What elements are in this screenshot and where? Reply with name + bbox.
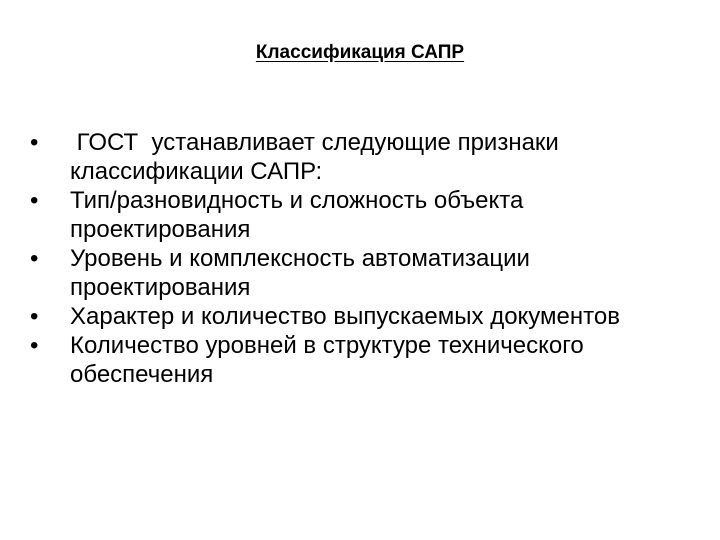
bullet-text: Характер и количество выпускаемых документов — [70, 303, 620, 330]
bullet-item-documents — [28, 302, 698, 331]
bullet-item-automation-level — [28, 244, 698, 302]
bullet-list — [28, 128, 698, 389]
bullet-item-object-type — [28, 186, 698, 244]
bullet-icon: • — [30, 245, 39, 272]
bullet-text: Количество уровней в структуре технического обеспечения — [70, 332, 584, 388]
bullet-icon: • — [30, 129, 39, 156]
bullet-text: Тип/разновидность и сложность объекта проектирования — [70, 187, 524, 243]
bullet-item-gost — [28, 128, 698, 186]
bullet-text: Уровень и комплексность автоматизации проектирования — [70, 245, 530, 301]
bullet-icon: • — [30, 332, 39, 359]
slide-title: Классификация САПР — [255, 42, 465, 63]
bullet-icon: • — [30, 303, 39, 330]
bullet-item-tech-support-levels — [28, 331, 698, 389]
bullet-text: ГОСТ устанавливает следующие признаки классификации САПР: — [70, 129, 566, 185]
bullet-icon: • — [30, 187, 39, 214]
